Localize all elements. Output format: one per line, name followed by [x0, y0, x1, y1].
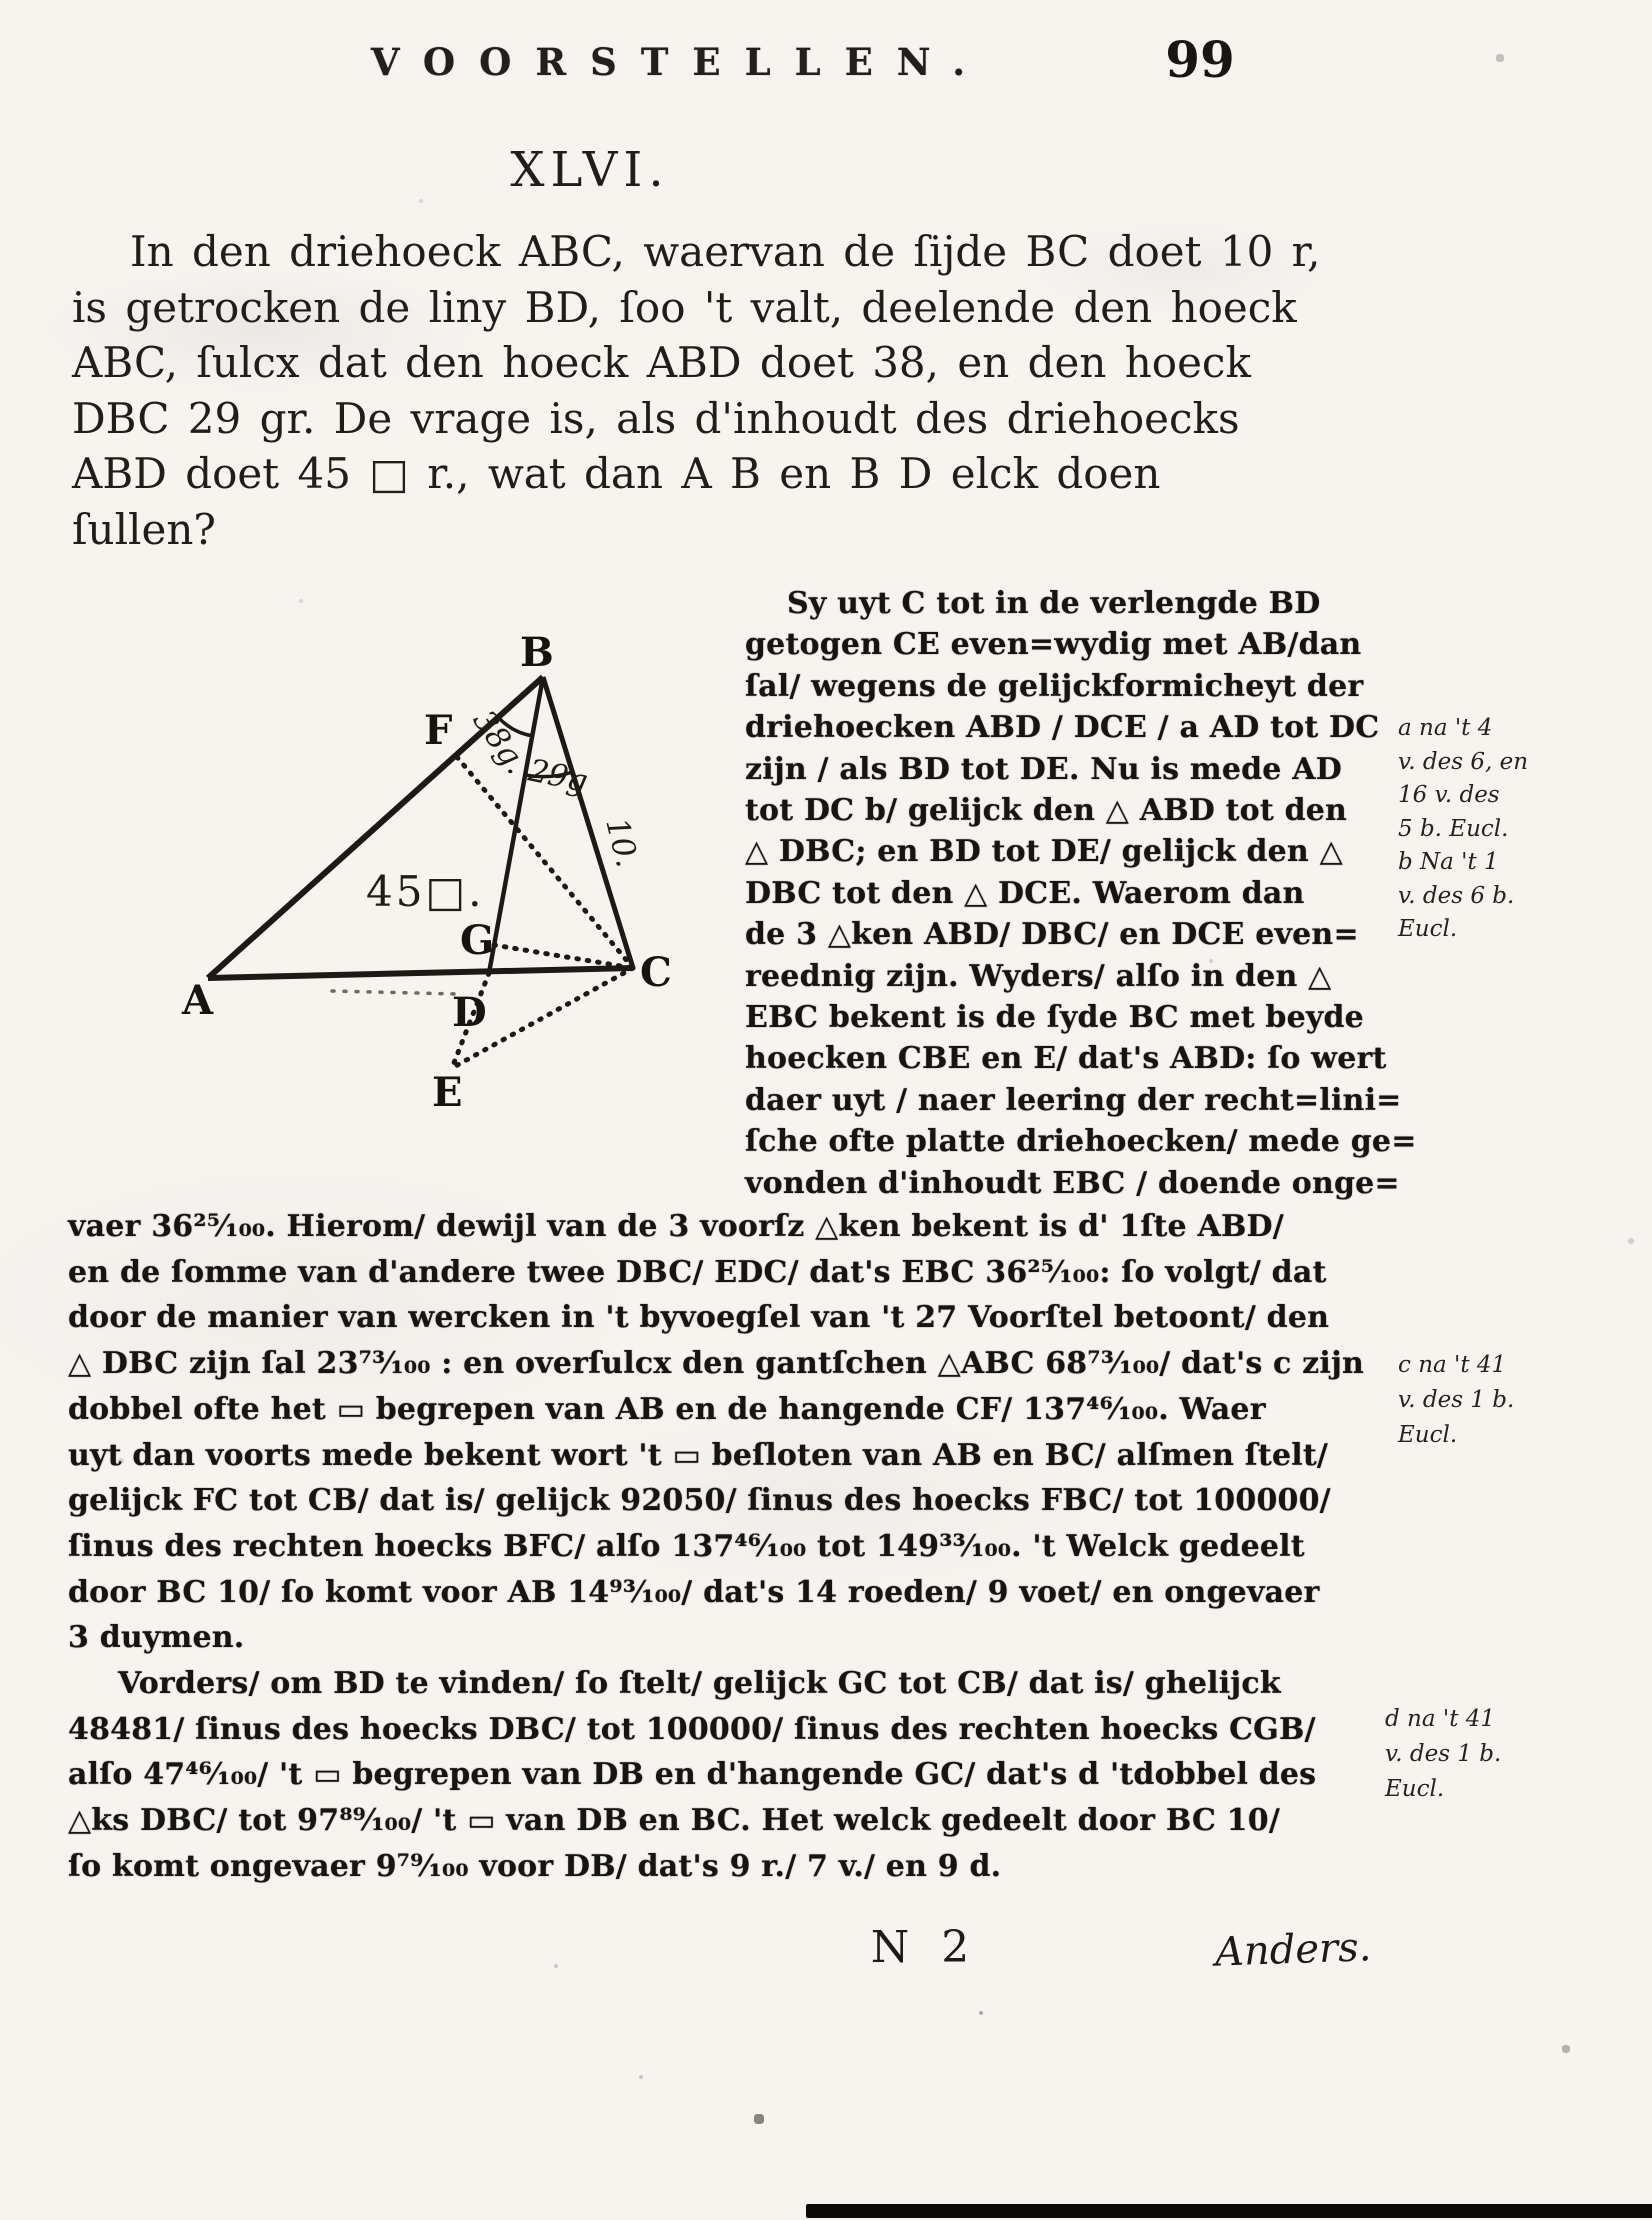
- column-line: zijn / als BD tot DE. Nu is mede AD: [745, 751, 1342, 787]
- body-line: door de manier van wercken in 't byvoegſel van 't 27 Voorſtel betoont/ den: [68, 1300, 1330, 1336]
- body-line: △ks DBC/ tot 97⁸⁹⁄₁₀₀/ 't ▭ van DB en BC. Het welck gedeelt door BC 10/: [68, 1803, 1280, 1839]
- column-line: de 3 △ken ABD/ DBC/ en DCE even=: [745, 917, 1359, 953]
- column-line: reednig zijn. Wyders/ alſo in den △: [745, 958, 1332, 994]
- line-GC-dotted: [494, 945, 633, 968]
- scan-edge-bar: [806, 2204, 1652, 2218]
- body-line: 48481/ ſinus des hoecks DBC/ tot 100000/ ſinus des rechten hoecks CGB/: [68, 1711, 1316, 1747]
- body-line: vaer 36²⁵⁄₁₀₀. Hierom/ dewijl van de 3 voorſz △ken bekent is d' 1ſte ABD/: [68, 1209, 1284, 1244]
- column-line: getogen CE even=wydig met AB/dan: [745, 627, 1362, 663]
- column-line: driehoecken ABD / DCE / a AD tot DC: [745, 710, 1380, 746]
- angle-label-ABD: 38g.: [465, 703, 535, 781]
- body-line: door BC 10/ ſo komt voor AB 14⁹³⁄₁₀₀/ dat's 14 roeden/ 9 voet/ en ongevaer: [68, 1574, 1320, 1610]
- line-under-base-dotted: [332, 991, 458, 994]
- figure-label-D: D: [452, 989, 487, 1036]
- body-line: en de ſomme van d'andere twee DBC/ EDC/ dat's EBC 36²⁵⁄₁₀₀: ſo volgt/ dat: [68, 1254, 1327, 1290]
- angle-label-DBC: 29g: [525, 752, 591, 800]
- running-title: VOORSTELLEN.: [370, 40, 990, 84]
- problem-line: is getrocken de liny BD, ſoo 't valt, deelende den hoeck: [72, 282, 1297, 332]
- column-text: [745, 583, 1417, 1204]
- margin-note-line: 5 b. Eucl.: [1398, 815, 1509, 842]
- column-line: ſche ofte platte driehoecken/ mede ge=: [745, 1124, 1417, 1160]
- margin-note-c: [1398, 1348, 1648, 1453]
- problem-line: In den driehoeck ABC, waervan de ſijde BC doet 10 r,: [130, 227, 1321, 276]
- signature-mark: N 2: [870, 1922, 970, 1973]
- body-line: alſo 47⁴⁶⁄₁₀₀/ 't ▭ begrepen van DB en d'hangende GC/ dat's d 'tdobbel des: [68, 1757, 1317, 1793]
- column-line: DBC tot den △ DCE. Waerom dan: [745, 875, 1305, 911]
- figure-label-A: A: [182, 977, 214, 1024]
- side-label-BC: 10.: [598, 814, 646, 871]
- margin-note-line: Eucl.: [1398, 916, 1458, 942]
- margin-note-line: Eucl.: [1398, 1422, 1458, 1448]
- column-line: tot DC b/ gelijck den △ ABD tot den: [745, 793, 1348, 829]
- figure-label-B: B: [520, 629, 554, 676]
- area-label: 45□.: [366, 867, 485, 916]
- figure-label-E: E: [432, 1069, 463, 1116]
- figure-label-F: F: [424, 707, 453, 754]
- catchword: Anders.: [1214, 1924, 1373, 1976]
- margin-note-line: v. des 6, en: [1398, 748, 1529, 775]
- body-line: ſinus des rechten hoecks BFC/ alſo 137⁴⁶⁄₁₀₀ tot 149³³⁄₁₀₀. 't Welck gedeelt: [68, 1528, 1305, 1564]
- margin-note-line: Eucl.: [1385, 1776, 1445, 1802]
- margin-note-line: b Na 't 1: [1398, 849, 1499, 875]
- column-line: daer uyt / naer leering der recht=lini=: [745, 1082, 1402, 1118]
- problem-line: DBC 29 gr. De vrage is, als d'inhoudt des driehoecks: [72, 393, 1240, 443]
- problem-line: ABC, ſulcx dat den hoeck ABD doet 38, en den hoeck: [72, 338, 1251, 387]
- column-line: Sy uyt C tot in de verlengde BD: [787, 586, 1321, 621]
- section-heading: XLVI.: [510, 142, 670, 198]
- body-line: △ DBC zijn ſal 23⁷³⁄₁₀₀ : en overſulcx den gantſchen △ABC 68⁷³⁄₁₀₀/ dat's c zijn: [68, 1346, 1365, 1382]
- body-line: uyt dan voorts mede bekent wort 't ▭ beſloten van AB en BC/ alſmen ſtelt/: [68, 1437, 1329, 1473]
- body-line: dobbel ofte het ▭ begrepen van AB en de hangende CF/ 137⁴⁶⁄₁₀₀. Waer: [68, 1391, 1266, 1427]
- body-line: gelijck FC tot CB/ dat is/ gelijck 92050/ ſinus des hoecks FBC/ tot 100000/: [68, 1483, 1331, 1519]
- figure-label-C: C: [640, 949, 672, 996]
- margin-note-line: d na 't 41: [1385, 1706, 1496, 1732]
- paper-specks: [0, 0, 2, 2]
- margin-note-line: v. des 1 b.: [1398, 1387, 1515, 1413]
- body-line: Vorders/ om BD te vinden/ ſo ſtelt/ gelijck GC tot CB/ dat is/ ghelijck: [118, 1666, 1281, 1702]
- margin-note-line: v. des 6 b.: [1398, 882, 1515, 909]
- body-text: [68, 1204, 1418, 1890]
- margin-note-line: 16 v. des: [1398, 782, 1500, 808]
- line-AC: [208, 968, 633, 978]
- margin-note-a: [1398, 712, 1648, 947]
- page-number: 99: [1165, 30, 1235, 89]
- body-line: 3 duymen.: [68, 1620, 245, 1656]
- margin-note-line: a na 't 4: [1398, 715, 1493, 741]
- column-line: △ DBC; en BD tot DE/ gelijck den △: [745, 834, 1343, 870]
- body-line: ſo komt ongevaer 9⁷⁹⁄₁₀₀ voor DB/ dat's 9 r./ 7 v./ en 9 d.: [68, 1848, 1002, 1884]
- column-line: ſal/ wegens de gelijckformicheyt der: [745, 668, 1364, 704]
- figure-label-G: G: [460, 917, 495, 964]
- column-line: hoecken CBE en E/ dat's ABD: ſo wert: [745, 1041, 1387, 1077]
- margin-note-d: [1385, 1702, 1635, 1807]
- margin-note-line: v. des 1 b.: [1385, 1741, 1502, 1767]
- column-line: vonden d'inhoudt EBC / doende onge=: [745, 1165, 1400, 1201]
- problem-line: ABD doet 45 □ r., wat dan A B en B D elck doen: [72, 449, 1161, 498]
- problem-line: ſullen?: [72, 504, 216, 554]
- column-line: EBC bekent is de ſyde BC met beyde: [745, 1000, 1364, 1036]
- margin-note-line: c na 't 41: [1398, 1352, 1507, 1378]
